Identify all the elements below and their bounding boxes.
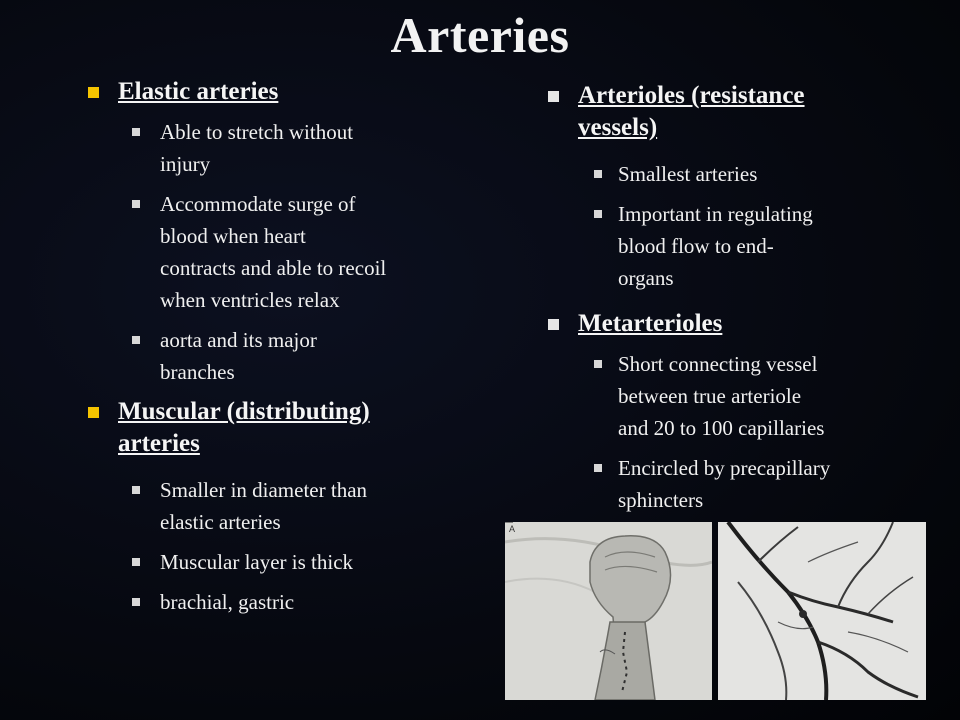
- square-bullet-icon: [548, 91, 559, 102]
- list-item: Smaller in diameter than elastic arteries: [88, 474, 458, 538]
- square-bullet-icon: [594, 170, 602, 178]
- heading-elastic-arteries: Elastic arteries: [88, 76, 458, 108]
- square-bullet-icon: [88, 407, 99, 418]
- square-bullet-icon: [132, 486, 140, 494]
- arm-photo-icon: [505, 522, 712, 700]
- square-bullet-icon: [132, 200, 140, 208]
- list-item: Able to stretch without injury: [88, 116, 458, 180]
- list-item: Smallest arteries: [548, 158, 878, 190]
- figure-arteries-photos: [505, 522, 926, 700]
- list-item: Accommodate surge of blood when heart contracts and able to recoil when ventricles relax: [88, 188, 458, 316]
- square-bullet-icon: [594, 464, 602, 472]
- square-bullet-icon: [594, 210, 602, 218]
- list-item: Important in regulating blood flow to end- organs: [548, 198, 878, 294]
- square-bullet-icon: [132, 336, 140, 344]
- list-item: aorta and its major branches: [88, 324, 458, 388]
- list-item: Encircled by precapillary sphincters: [548, 452, 878, 516]
- list-item: brachial, gastric: [88, 586, 458, 618]
- heading-arterioles: Arterioles (resistance vessels): [548, 80, 878, 144]
- list-item: Short connecting vessel between true arteriole and 20 to 100 capillaries: [548, 348, 878, 444]
- square-bullet-icon: [132, 598, 140, 606]
- panel-a-label: A: [509, 524, 516, 534]
- list-item: Muscular layer is thick: [88, 546, 458, 578]
- square-bullet-icon: [594, 360, 602, 368]
- square-bullet-icon: [548, 319, 559, 330]
- left-column: [88, 76, 458, 618]
- right-column: [548, 80, 878, 516]
- square-bullet-icon: [132, 558, 140, 566]
- angiogram-icon: [718, 522, 926, 700]
- heading-muscular-arteries: Muscular (distributing) arteries: [88, 396, 458, 460]
- slide-title: Arteries: [390, 7, 570, 63]
- heading-metarterioles: Metarterioles: [548, 308, 878, 340]
- square-bullet-icon: [88, 87, 99, 98]
- square-bullet-icon: [132, 128, 140, 136]
